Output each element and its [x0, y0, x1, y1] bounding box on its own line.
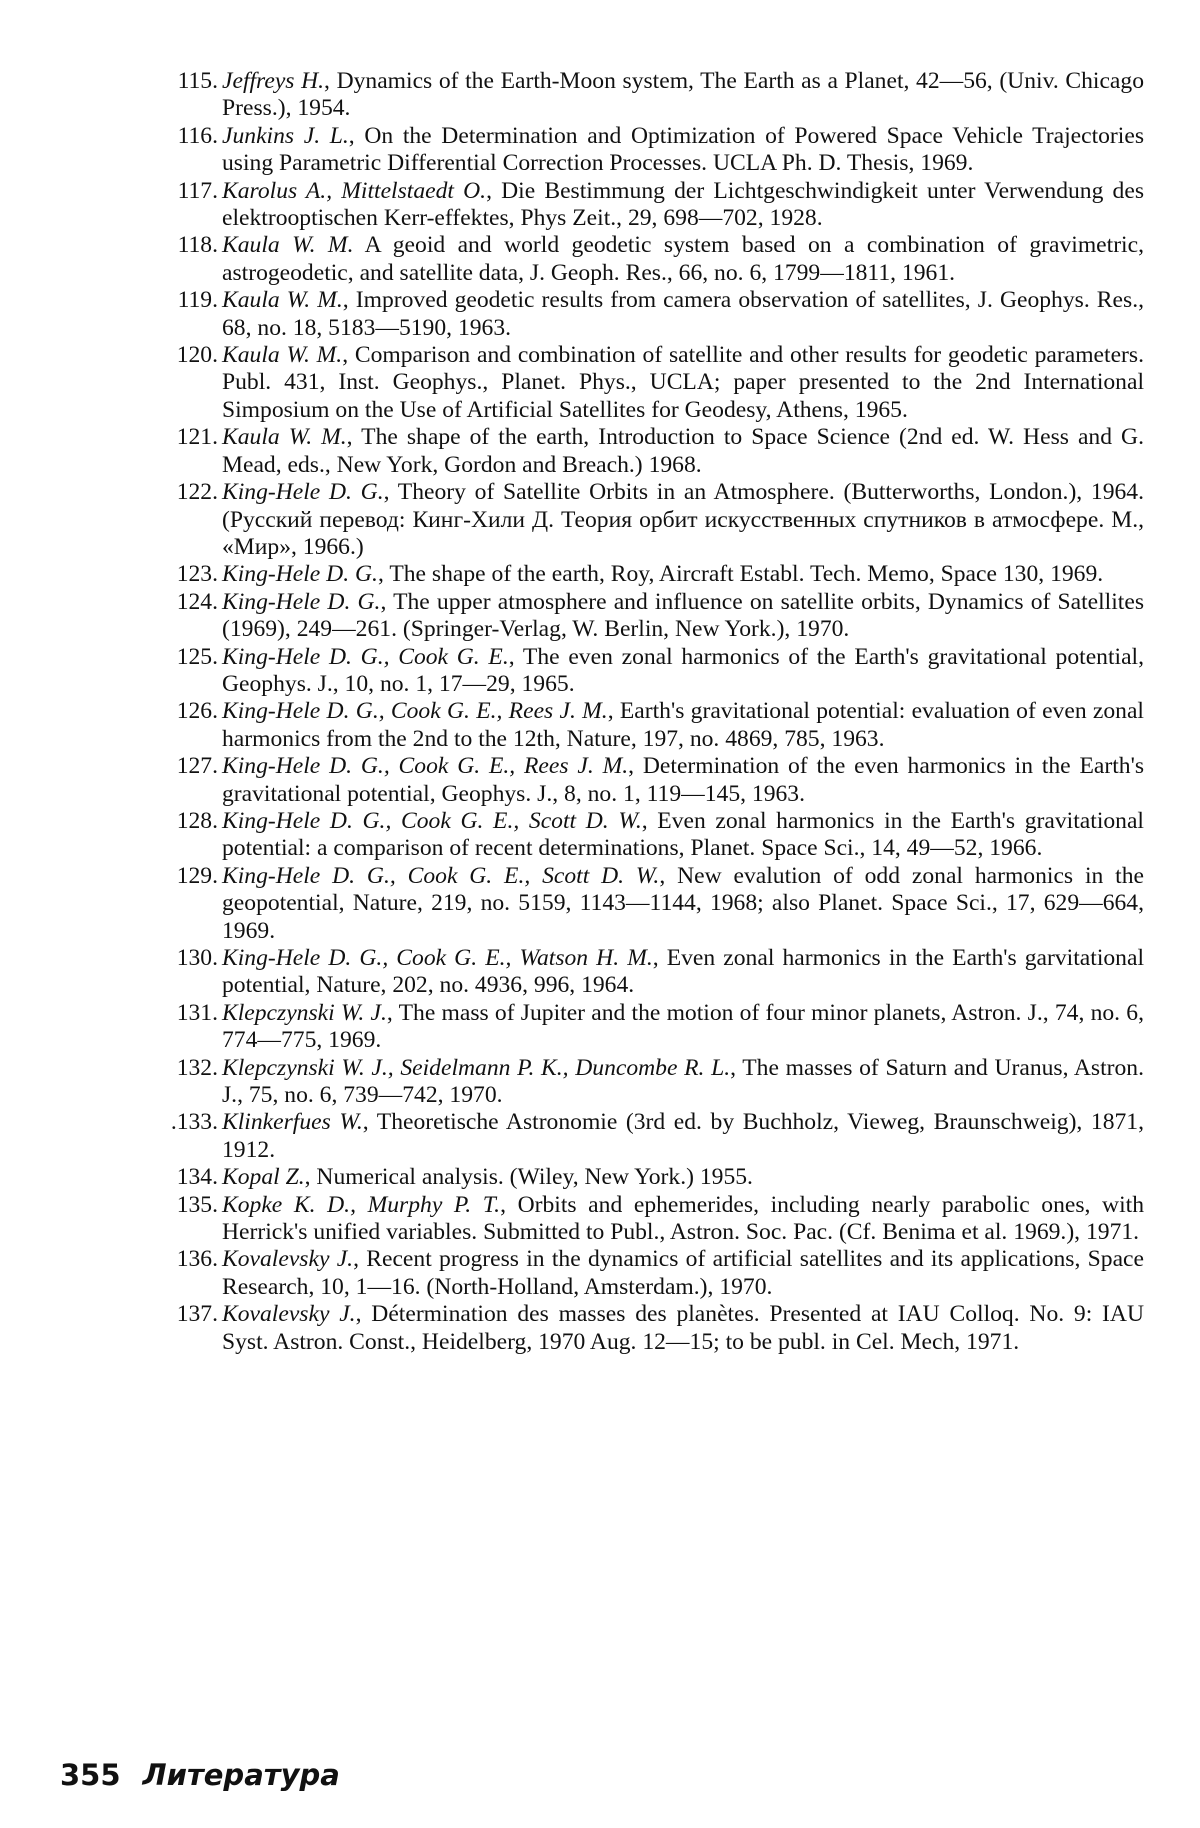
reference-text: , Theory of Satellite Orbits in an Atmosphere. (Butterworths, London.), 1964. (Русский перевод: Кинг-Хили Д. Теория орбит искусственных спутников в атмосфере. М., «Мир», 1966.) — [222, 479, 1145, 560]
reference-number: 120. — [176, 342, 218, 369]
reference-item — [160, 68, 1144, 123]
reference-authors: Kopke K. D., Murphy P. T. — [222, 1191, 501, 1218]
reference-number: 132. — [176, 1054, 218, 1081]
reference-text: , Determination of the even harmonics in the Earth's gravitational potential, Geophys. J., 8, no. 1, 119—145, 1963. — [222, 753, 1145, 807]
reference-item — [160, 1301, 1144, 1356]
reference-text: , Numerical analysis. (Wiley, New York.) 1955. — [304, 1164, 753, 1191]
reference-authors: King-Hele D. G. — [222, 561, 378, 588]
reference-item — [160, 808, 1144, 863]
reference-authors: Karolus A., Mittelstaedt O. — [222, 177, 487, 204]
reference-item — [160, 232, 1144, 287]
reference-text: , The shape of the earth, Roy, Aircraft Establ. Tech. Memo, Space 130, 1969. — [377, 561, 1104, 588]
reference-number: 122. — [176, 479, 218, 506]
reference-authors: Kopal Z. — [222, 1164, 305, 1191]
reference-text: , Earth's gravitational potential: evaluation of even zonal harmonics from the 2nd to the 12th, Nature, 197, no. 4869, 785, 1963. — [222, 698, 1144, 752]
reference-authors: Kovalevsky J. — [222, 1301, 356, 1328]
reference-item — [160, 753, 1144, 808]
reference-number: 134. — [176, 1164, 218, 1191]
reference-text: , The shape of the earth, Introduction to Space Science (2nd ed. W. Hess and G. Mead, eds., New York, Gordon and Breach.) 1968. — [222, 424, 1144, 478]
reference-text: , On the Determination and Optimization of Powered Space Vehicle Trajectories using Parametric Differential Correction Processes. UCLA Ph. D. Thesis, 1969. — [222, 122, 1144, 177]
reference-text: , Theoretische Astronomie (3rd ed. by Buchholz, Vieweg, Braunschweig), 1871, 1912. — [222, 1109, 1144, 1163]
reference-item — [160, 1246, 1144, 1301]
reference-authors: King-Hele D. G., Cook G. E., Scott D. W. — [222, 807, 642, 834]
reference-authors: Klepczynski W. J. — [222, 999, 387, 1026]
reference-number: 121. — [176, 424, 218, 451]
reference-text: , Even zonal harmonics in the Earth's garvitational potential, Nature, 202, no. 4936, 996, 1964. — [222, 945, 1144, 999]
reference-authors: Jeffreys H. — [222, 68, 325, 94]
reference-authors: King-Hele D. G., Cook G. E. — [222, 643, 509, 670]
reference-number: 119. — [177, 287, 218, 314]
reference-item — [160, 561, 1144, 588]
reference-authors: Kaula W. M. — [222, 342, 343, 369]
reference-number: 137. — [176, 1301, 218, 1328]
reference-text: , The masses of Saturn and Uranus, Astron. J., 75, no. 6, 739—742, 1970. — [222, 1054, 1144, 1109]
reference-number: 115. — [177, 68, 218, 94]
reference-number: 128. — [176, 807, 218, 834]
reference-item — [160, 1192, 1144, 1247]
reference-number: 129. — [176, 862, 218, 889]
reference-number: 131. — [176, 999, 218, 1026]
page-number: 355 — [60, 1758, 121, 1792]
reference-authors: King-Hele D. G., Cook G. E., Rees J. M. — [222, 698, 608, 725]
reference-number: 118. — [177, 232, 218, 259]
reference-number: 135. — [176, 1191, 218, 1218]
reference-item — [160, 178, 1144, 233]
reference-text: , Even zonal harmonics in the Earth's gravitational potential: a comparison of recent determinations, Planet. Space Sci., 14, 49—52, 1966. — [222, 807, 1144, 862]
reference-item — [160, 945, 1144, 1000]
reference-text: , The even zonal harmonics of the Earth's gravitational potential, Geophys. J., 10, no. 1, 17—29, 1965. — [222, 643, 1145, 697]
reference-text: , Recent progress in the dynamics of artificial satellites and its applications, Space Research, 10, 1—16. (North-Holland, Amsterdam.), 1970. — [222, 1246, 1144, 1300]
reference-authors: Junkins J. L. — [222, 122, 349, 149]
reference-authors: King-Hele D. G., Cook G. E., Watson H. M. — [222, 945, 653, 971]
reference-text: , Improved geodetic results from camera observation of satellites, J. Geophys. Res., 68, no. 18, 5183—5190, 1963. — [222, 287, 1144, 341]
reference-item — [160, 698, 1144, 753]
section-title: Литература — [142, 1758, 340, 1792]
reference-authors: King-Hele D. G., Cook G. E., Scott D. W. — [222, 862, 660, 889]
reference-item — [160, 479, 1144, 561]
reference-item — [160, 863, 1144, 945]
reference-item — [160, 1164, 1144, 1191]
reference-number: 117. — [177, 177, 218, 204]
reference-item — [160, 424, 1144, 479]
reference-item — [160, 589, 1144, 644]
reference-text: A geoid and world geodetic system based on a combination of gravimetric, astrogeodetic, and satellite data, J. Geoph. Res., 66, no. 6, 1799—1811, 1961. — [222, 232, 1144, 286]
page-footer — [60, 1758, 340, 1792]
reference-authors: King-Hele D. G., Cook G. E., Rees J. M. — [222, 753, 629, 780]
reference-number: 125. — [176, 643, 218, 670]
reference-item — [160, 644, 1144, 699]
reference-authors: Kaula W. M. — [222, 287, 343, 314]
reference-number: .133. — [170, 1109, 218, 1136]
reference-authors: Kaula W. M. — [222, 424, 347, 451]
reference-authors: Klepczynski W. J., Seidelmann P. K., Duncombe R. L. — [222, 1054, 731, 1081]
reference-text: , Détermination des masses des planètes. Presented at IAU Colloq. No. 9: IAU Syst. Astron. Const., Heidelberg, 1970 Aug. 12—15; to be publ. in Cel. Mech, 1971. — [222, 1301, 1144, 1355]
reference-authors: King-Hele D. G. — [222, 588, 381, 615]
reference-item — [160, 1055, 1144, 1110]
reference-text: , New evalution of odd zonal harmonics in the geopotential, Nature, 219, no. 5159, 1143—1144, 1968; also Planet. Space Sci., 17, 629—664, 1969. — [222, 862, 1144, 944]
reference-authors: Kovalevsky J. — [222, 1246, 354, 1273]
reference-authors: Kaula W. M. — [222, 232, 354, 259]
reference-number: 116. — [177, 122, 218, 149]
reference-text: , Orbits and ephemerides, including nearly parabolic ones, with Herrick's unified variables. Submitted to Publ., Astron. Soc. Pac. (Cf. Benima et al. 1969.), 1971. — [222, 1191, 1144, 1246]
reference-number: 127. — [176, 753, 218, 780]
reference-number: 126. — [176, 698, 218, 725]
reference-number: 124. — [176, 588, 218, 615]
reference-item — [160, 1109, 1144, 1164]
reference-text: , Comparison and combination of satellite and other results for geodetic parameters. Publ. 431, Inst. Geophys., Planet. Phys., UCLA; paper presented to the 2nd International Simposium on the Use of Artificial Satellites for Geodesy, Athens, 1965. — [222, 342, 1144, 423]
reference-authors: Klinkerfues W. — [222, 1109, 363, 1136]
reference-number: 130. — [176, 945, 218, 971]
reference-item — [160, 287, 1144, 342]
reference-item — [160, 1000, 1144, 1055]
reference-list — [160, 68, 1144, 1356]
reference-item — [160, 342, 1144, 424]
reference-number: 123. — [176, 561, 218, 588]
reference-text: , The upper atmosphere and influence on satellite orbits, Dynamics of Satellites (1969), 249—261. (Springer-Verlag, W. Berlin, New York.), 1970. — [222, 588, 1145, 643]
reference-item — [160, 123, 1144, 178]
reference-text: , The mass of Jupiter and the motion of four minor planets, Astron. J., 74, no. 6, 774—775, 1969. — [222, 999, 1144, 1054]
reference-number: 136. — [176, 1246, 218, 1273]
reference-text: , Die Bestimmung der Lichtgeschwindigkeit unter Verwendung des elektrooptischen Kerr-effektes, Phys Zeit., 29, 698—702, 1928. — [222, 177, 1144, 232]
reference-text: , Dynamics of the Earth-Moon system, The Earth as a Planet, 42—56, (Univ. Chicago Press.), 1954. — [222, 68, 1144, 122]
reference-authors: King-Hele D. G. — [222, 479, 384, 506]
